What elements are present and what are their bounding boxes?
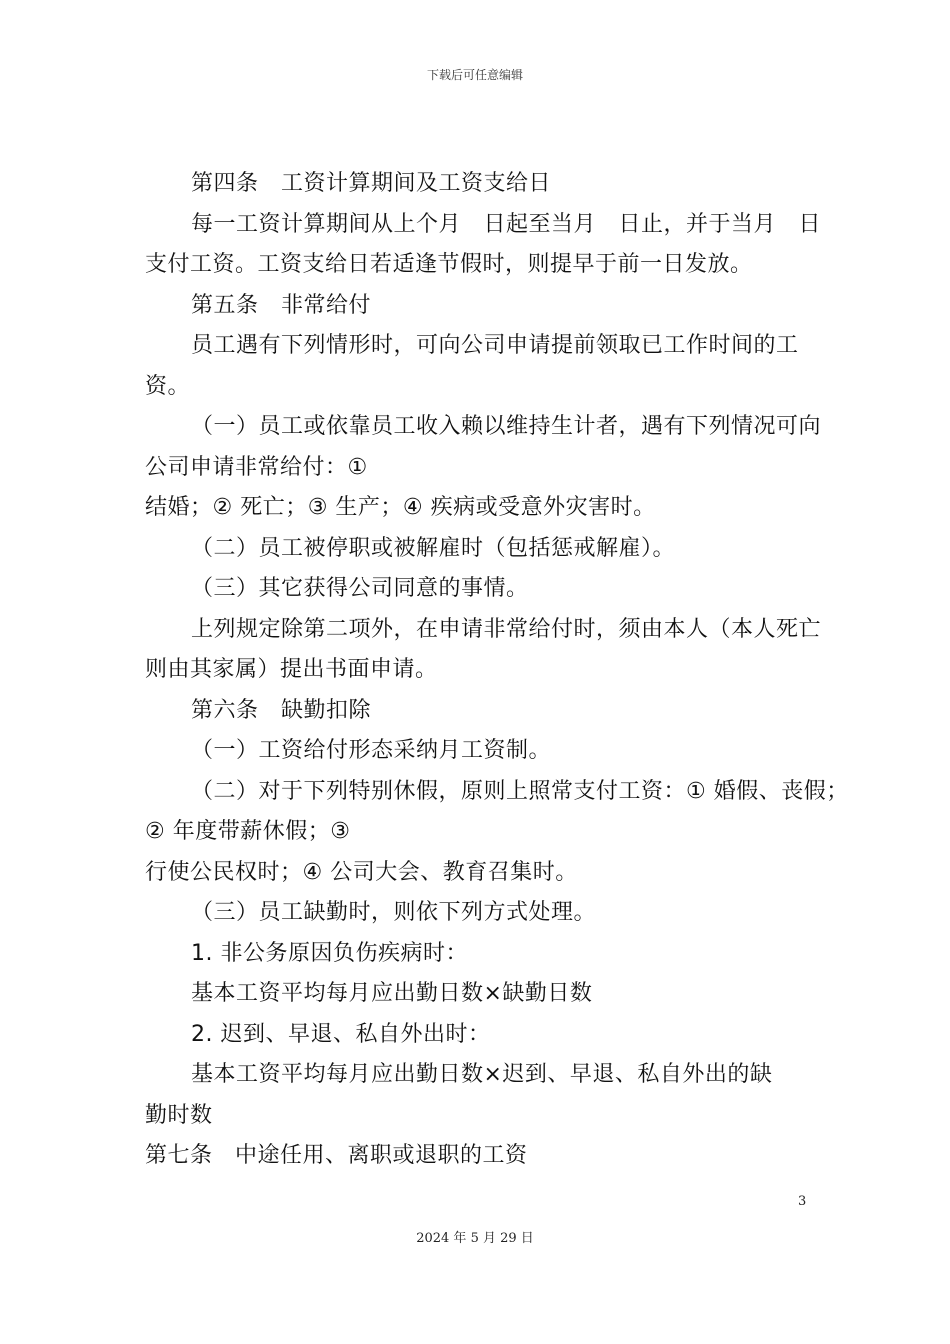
page-header: 下载后可任意编辑 xyxy=(426,68,523,82)
text-line: （三）员工缺勤时，则依下列方式处理。 xyxy=(191,900,597,925)
text-line: 支付工资。工资支给日若适逢节假时，则提早于前一日发放。 xyxy=(145,252,753,277)
text-line: 第七条 中途任用、离职或退职的工资 xyxy=(145,1143,528,1168)
text-line: 结婚；② 死亡；③ 生产；④ 疾病或受意外灾害时。 xyxy=(145,495,656,520)
text-line: （一）工资给付形态采纳月工资制。 xyxy=(191,738,552,763)
document-body xyxy=(145,164,849,1177)
text-line: ② 年度带薪休假；③ xyxy=(145,819,351,844)
text-line: 公司申请非常给付：① xyxy=(145,454,368,480)
text-line: （二）员工被停职或被解雇时（包括惩戒解雇）。 xyxy=(191,535,676,561)
text-line: 基本工资平均每月应出勤日数×缺勤日数 xyxy=(191,981,593,1006)
text-line: 1. 非公务原因负伤疾病时： xyxy=(191,940,468,966)
text-line: 第四条 工资计算期间及工资支给日 xyxy=(191,171,552,196)
text-line: 员工遇有下列情形时，可向公司申请提前领取已工作时间的工 xyxy=(191,333,799,358)
page-number: 3 xyxy=(798,1194,807,1209)
text-line: 则由其家属）提出书面申请。 xyxy=(145,657,438,682)
text-line: （二）对于下列特别休假，原则上照常支付工资：① 婚假、丧假； xyxy=(191,778,849,804)
text-line: 资。 xyxy=(145,373,191,399)
text-line: 上列规定除第二项外，在申请非常给付时，须由本人（本人死亡 xyxy=(191,616,822,642)
text-line: 第六条 缺勤扣除 xyxy=(191,697,372,723)
text-line: 基本工资平均每月应出勤日数×迟到、早退、私自外出的缺 xyxy=(191,1062,773,1087)
text-line: 每一工资计算期间从上个月 日起至当月 日止，并于当月 日 xyxy=(191,211,822,237)
text-line: （三）其它获得公司同意的事情。 xyxy=(191,576,529,601)
text-line: 第五条 非常给付 xyxy=(191,292,372,318)
text-line: 勤时数 xyxy=(145,1102,213,1128)
text-line: 行使公民权时；④ 公司大会、教育召集时。 xyxy=(145,859,578,885)
text-line: 2. 迟到、早退、私自外出时： xyxy=(191,1021,491,1047)
footer-date: 2024 年 5 月 29 日 xyxy=(416,1231,534,1246)
text-line: （一）员工或依靠员工收入赖以维持生计者，遇有下列情况可向 xyxy=(191,414,822,439)
